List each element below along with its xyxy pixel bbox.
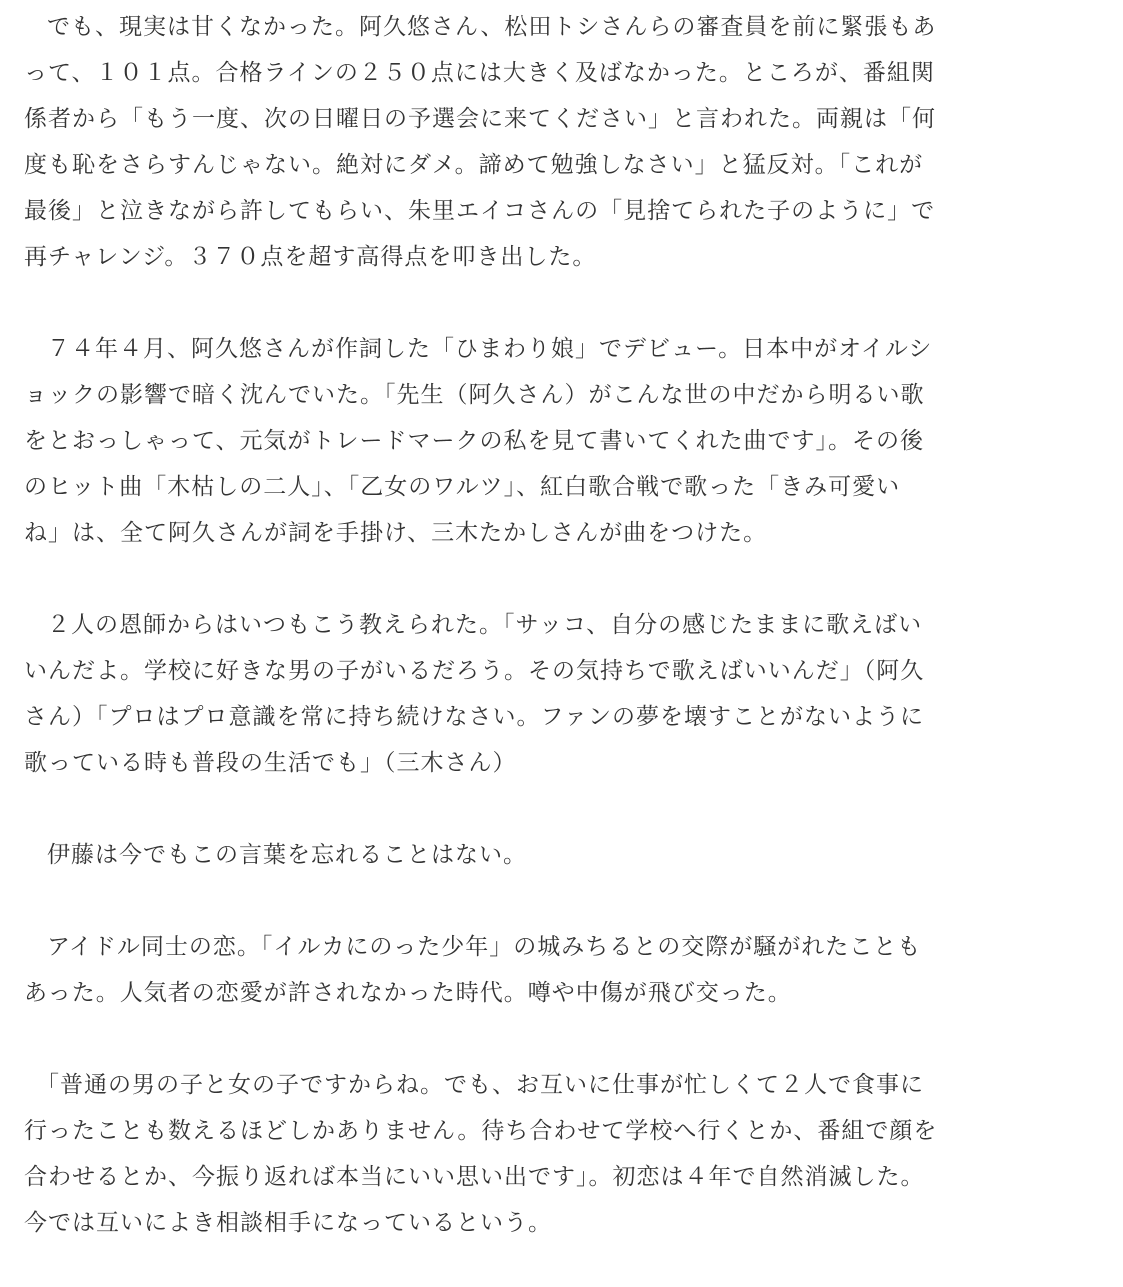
paragraph [24, 4, 1084, 280]
text-line: さん）「プロはプロ意識を常に持ち続けなさい。ファンの夢を壊すことがないように [24, 704, 925, 730]
paragraph [24, 924, 1084, 1016]
text-line: をとおっしゃって、元気がトレードマークの私を見て書いてくれた曲です」。その後 [24, 428, 925, 454]
text-line: アイドル同士の恋。「イルカにのった少年」の城みちるとの交際が騒がれたことも [47, 934, 922, 960]
paragraph-spacer [24, 786, 1084, 832]
paragraph [24, 602, 1084, 786]
text-line: 「普通の男の子と女の子ですからね。でも、お互いに仕事が忙しくて２人で食事に [36, 1072, 924, 1098]
text-line: ョックの影響で暗く沈んでいた。「先生（阿久さん）がこんな世の中だから明るい歌 [24, 382, 925, 408]
text-line: ね」は、全て阿久さんが詞を手掛け、三木たかしさんが曲をつけた。 [24, 520, 768, 546]
paragraph-spacer [24, 1016, 1084, 1062]
text-line: ２人の恩師からはいつもこう教えられた。「サッコ、自分の感じたままに歌えばい [47, 612, 923, 638]
text-line: 係者から「もう一度、次の日曜日の予選会に来てください」と言われた。両親は「何 [24, 106, 936, 132]
text-line: 度も恥をさらすんじゃない。絶対にダメ。諦めて勉強しなさい」と猛反対。「これが [24, 152, 924, 178]
article-body [24, 4, 1084, 1246]
text-line: 合わせるとか、今振り返れば本当にいい思い出です」。初恋は４年で自然消滅した。 [24, 1164, 925, 1190]
paragraph [24, 832, 1084, 878]
text-line: 伊藤は今でもこの言葉を忘れることはない。 [47, 842, 527, 868]
paragraph-spacer [24, 878, 1084, 924]
text-line: 行ったことも数えるほどしかありません。待ち合わせて学校へ行くとか、番組で顔を [24, 1118, 938, 1144]
text-line: あった。人気者の恋愛が許されなかった時代。噂や中傷が飛び交った。 [24, 980, 792, 1006]
text-line: 再チャレンジ。３７０点を超す高得点を叩き出した。 [24, 244, 597, 270]
paragraph-spacer [24, 280, 1084, 326]
text-line: のヒット曲「木枯しの二人」、「乙女のワルツ」、紅白歌合戦で歌った「きみ可愛い [24, 474, 901, 500]
text-line: いんだよ。学校に好きな男の子がいるだろう。その気持ちで歌えばいいんだ」（阿久 [24, 658, 925, 684]
paragraph-spacer [24, 556, 1084, 602]
text-line: 最後」と泣きながら許してもらい、朱里エイコさんの「見捨てられた子のように」で [24, 198, 936, 224]
paragraph [24, 326, 1084, 556]
text-line: でも、現実は甘くなかった。阿久悠さん、松田トシさんらの審査員を前に緊張もあ [47, 14, 937, 40]
paragraph [24, 1062, 1084, 1246]
text-line: ７４年４月、阿久悠さんが作詞した「ひまわり娘」でデビュー。日本中がオイルシ [47, 336, 933, 362]
text-line: 歌っている時も普段の生活でも」（三木さん） [24, 750, 517, 776]
text-line: って、１０１点。合格ラインの２５０点には大きく及ばなかった。ところが、番組関 [24, 60, 935, 86]
text-line: 今では互いによき相談相手になっているという。 [24, 1210, 552, 1236]
